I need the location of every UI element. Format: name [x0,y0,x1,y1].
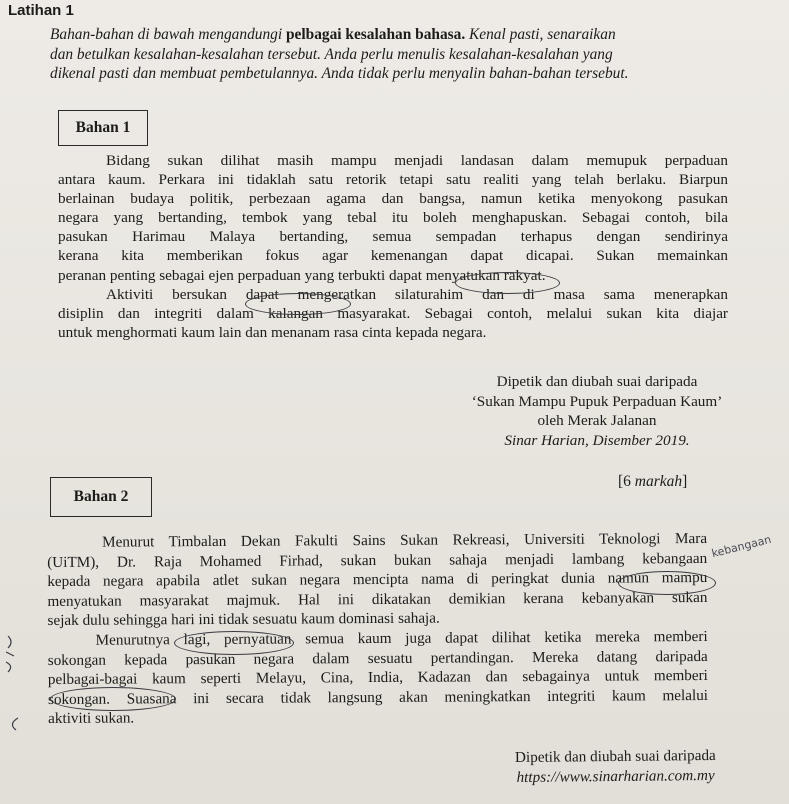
passage-line: Menurutnya lagi, pernyatuan semua kaum juga dapat dilihat ketika mereka memberi [95,627,708,649]
instruction-line-3: dikenal pasti dan membuat pembetulannya. Anda tidak perlu menyalin bahan-bahan tersebut. [50,65,629,82]
handwritten-margin-note: kebangaan [710,532,773,561]
passage-line: sokongan kepada pasukan negara dalam sesuatu pertandingan. Mereka datang daripada [47,647,708,669]
passage-line: antara kaum. Perkara ini tidaklah satu retorik tetapi satu realiti yang telah berlaku. Biarpun [58,171,728,189]
bahan-2-label: Bahan 2 [50,477,152,517]
passage-line: sejak dulu sehingga hari ini tidak sesuatu kaum dominasi sahaja. [47,609,440,630]
circle-menyatukan [455,272,560,294]
passage-line: menyatukan masyarakat majmuk. Hal ini dikatakan demikian kerana kebanyakan sukan [47,588,708,610]
source-line: ‘Sukan Mampu Pupuk Perpaduan Kaum’ [471,392,723,410]
bahan-1-passage [58,151,728,342]
bahan-1-source [452,372,742,450]
circle-silaturahim [245,293,351,315]
passage-line: Aktiviti bersukan dapat mengeratkan silaturahim dan di masa sama menerapkan [106,285,728,303]
passage-line: kerana kita memberikan fokus agar kemenangan dapat dicapai. Sukan memainkan [58,247,728,265]
passage-line: Bidang sukan dilihat masih mampu menjadi landasan dalam memupuk perpaduan [106,152,728,169]
instruction-text [50,25,730,84]
marks-label: [6 markah] [618,473,688,490]
passage-line: kepada negara apabila atlet sukan negara mencipta nama di peringkat dunia namun mampu [47,569,708,591]
passage-line: untuk menghormati kaum lain dan menanam rasa cinta kepada negara. [58,323,487,341]
circle-pernyatuan [174,631,294,655]
bahan-1-label: Bahan 1 [58,110,148,146]
passage-line: negara yang bertanding, tembok yang tebal itu boleh menghapuskan. Sebagai contoh, bila [58,209,728,227]
source-line: Sinar Harian, Disember 2019. [504,431,690,449]
passage-line: (UiTM), Dr. Raja Mohamed Firhad, sukan bukan sahaja menjadi lambang kebangaan [47,549,708,571]
passage-line: pelbagai-bagai kaum seperti Melayu, Cina, India, Kadazan dan sebagainya untuk memberi [47,667,708,689]
passage-line: aktiviti sukan. [48,709,135,728]
exercise-heading: Latihan 1 [8,2,74,19]
passage-line: pasukan Harimau Malaya bertanding, semua sempadan terhapus dengan sendirinya [58,228,728,246]
passage-line: peranan penting sebagai ejen perpaduan yang terbukti dapat menyatukan rakyat. [58,266,546,284]
instruction-line-2: dan betulkan kesalahan-kesalahan tersebut. Anda perlu menulis kesalahan-kesalahan yang [50,45,613,63]
source-line: oleh Merak Jalanan [537,412,657,430]
source-line: Dipetik dan diubah suai daripada [496,373,698,390]
source-line: https://www.sinarharian.com.my [516,766,715,786]
bahan-2-source [478,746,753,788]
circle-kebangaan [618,571,716,595]
passage-line: Menurut Timbalan Dekan Fakulti Sains Sukan Rekreasi, Universiti Teknologi Mara [102,529,708,551]
passage-line: berlainan budaya politik, perbezaan agama dan bangsa, namun ketika menyokong pasukan [58,190,728,208]
source-line: Dipetik dan diubah suai daripada [514,746,716,767]
passage-line: sokongan. Suasana ini secara tidak langsung akan meningkatkan integriti kaum melalui [47,686,709,708]
passage-line: disiplin dan integriti dalam kalangan masyarakat. Sebagai contoh, melalui sukan kita diajar [58,304,728,322]
instruction-line-1: Bahan-bahan di bawah mengandungi pelbagai kesalahan bahasa. Kenal pasti, senaraikan [50,26,616,43]
circle-pelbagai-bagai [50,687,176,711]
margin-scribble-icon [0,632,24,732]
